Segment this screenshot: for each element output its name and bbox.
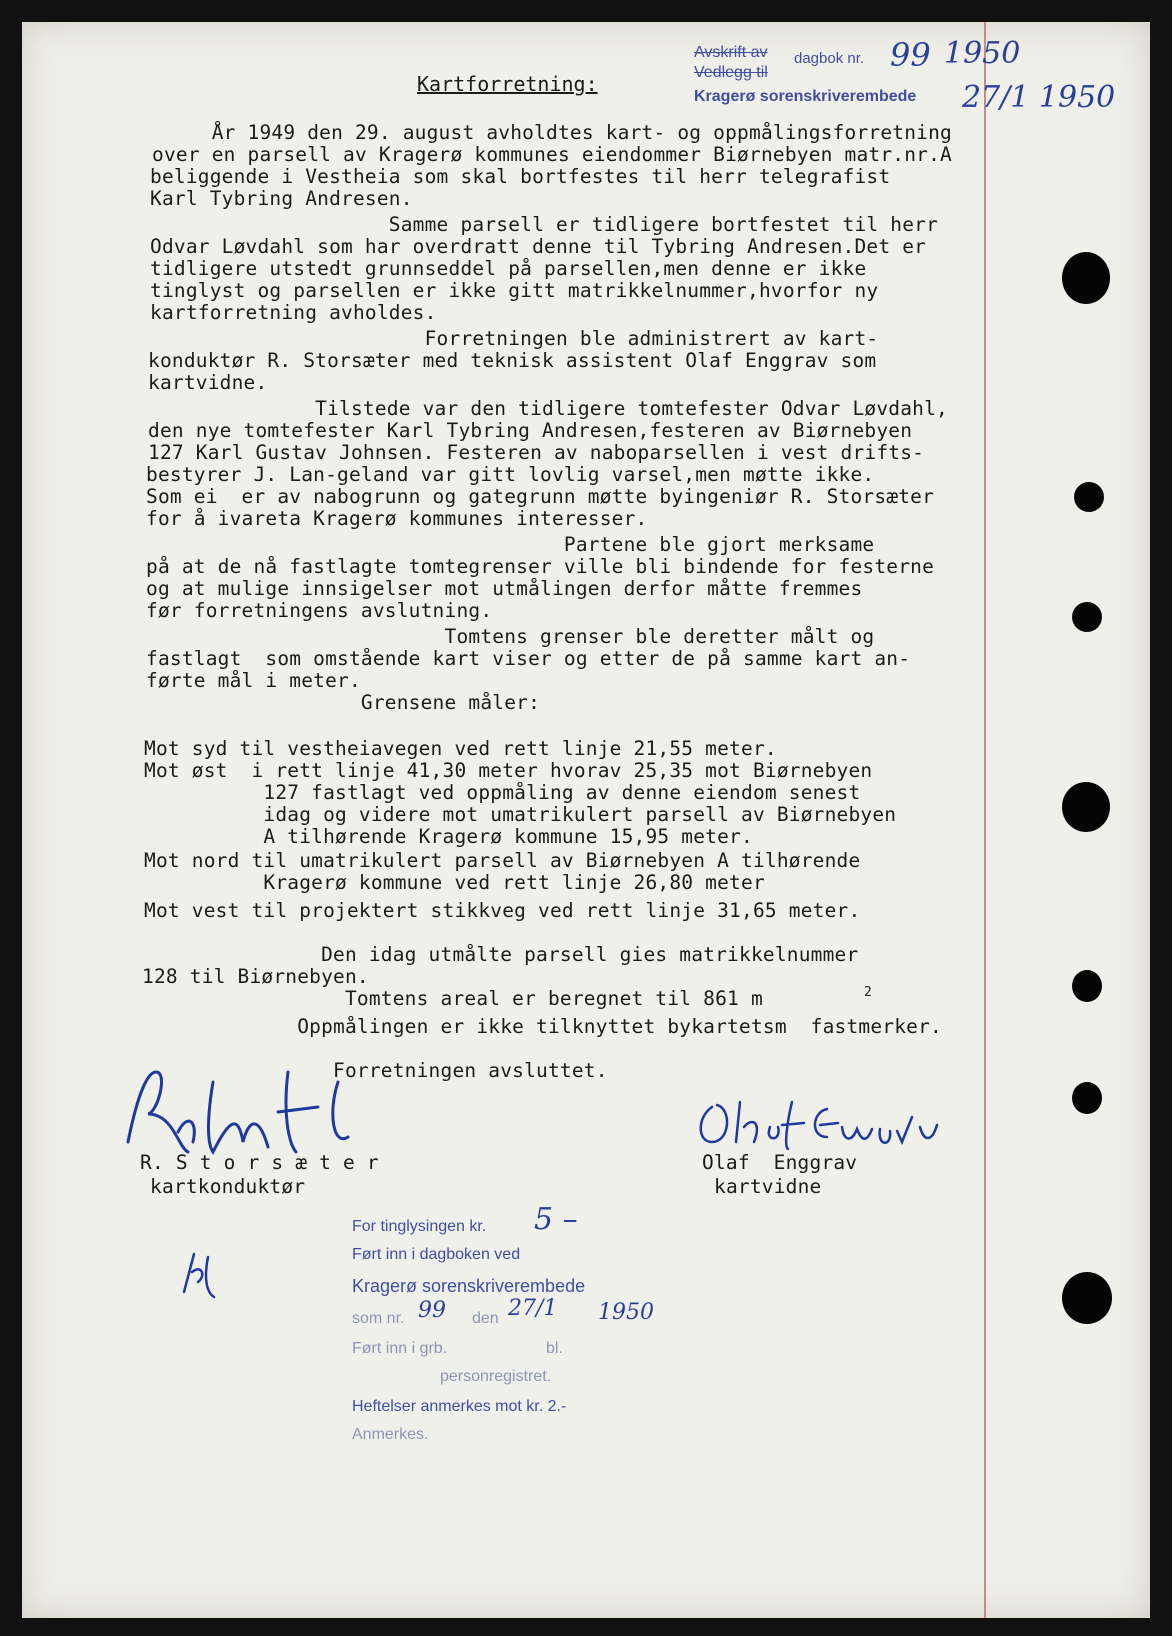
stamp-date: 27/1 1950 — [962, 80, 1116, 115]
body-line: Karl Tybring Andresen. — [150, 187, 413, 210]
body-line: den nye tomtefester Karl Tybring Andresen,festeren av Biørnebyen — [148, 419, 913, 442]
initials-mark — [174, 1242, 234, 1302]
body-line: Kragerø kommune ved rett linje 26,80 meter — [144, 871, 765, 894]
body-line: Grensene måler: — [146, 691, 541, 714]
body-line: Oppmålingen er ikke tilknyttet bykartetsm fastmerker. — [142, 1015, 942, 1038]
body-line: Mot øst i rett linje 41,30 meter hvorav 25,35 mot Biørnebyen — [144, 759, 873, 782]
dagbok-entry-label: Ført inn i dagboken ved — [352, 1246, 521, 1263]
body-line: 128 til Biørnebyen. — [142, 965, 369, 988]
punch-hole — [1062, 1272, 1112, 1324]
body-line: tidligere utstedt grunnseddel på parsellen,men denne er ikke — [150, 257, 867, 280]
body-line: på at de nå fastlagte tomtegrenser ville bli bindende for festerne — [146, 555, 935, 578]
stamp-office: Kragerø sorenskriverembede — [694, 88, 917, 105]
stamp-dagbok-number: 99 — [890, 36, 931, 74]
entry-date: 27/1 — [508, 1296, 558, 1321]
body-line: Den idag utmålte parsell gies matrikkelnummer — [142, 943, 859, 966]
body-line: konduktør R. Storsæter med teknisk assistent Olaf Enggrav som — [148, 349, 877, 372]
body-line: A tilhørende Kragerø kommune 15,95 meter. — [144, 825, 753, 848]
stamp-dagbok-label: dagbok nr. — [794, 50, 865, 67]
grb-label: Ført inn i grb. — [352, 1340, 448, 1357]
margin-line — [984, 22, 986, 1618]
body-line: Tomtens grenser ble deretter målt og — [146, 625, 875, 648]
body-line: kartforretning avholdes. — [150, 301, 437, 324]
body-line: før forretningens avslutning. — [146, 599, 493, 622]
entry-year: 1950 — [598, 1300, 654, 1325]
body-line: over en parsell av Kragerø kommunes eiendommer Biørnebyen matr.nr.A — [152, 143, 952, 166]
entry-number-label: som nr. — [352, 1310, 405, 1327]
document-title: Kartforretning: — [417, 72, 598, 96]
body-line: for å ivareta Kragerø kommunes interesser. — [146, 507, 648, 530]
body-line: idag og videre mot umatrikulert parsell av Biørnebyen — [144, 803, 897, 826]
body-line: Odvar Løvdahl som har overdratt denne til Tybring Andresen.Det er — [150, 235, 927, 258]
entry-date-label: den — [472, 1310, 499, 1327]
body-line: Mot nord til umatrikulert parsell av Biørnebyen A tilhørende — [144, 849, 861, 872]
signature-enggrav — [692, 1087, 972, 1157]
body-line: 127 fastlagt ved oppmåling av denne eiendom senest — [144, 781, 861, 804]
body-line: tinglyst og parsellen er ikke gitt matrikkelnummer,hvorfor ny — [150, 279, 879, 302]
body-line: Tomtens areal er beregnet til 861 m — [142, 987, 763, 1010]
signature-right-title: kartvidne — [714, 1175, 822, 1198]
body-line: førte mål i meter. — [146, 669, 361, 692]
body-line: Mot vest til projektert stikkveg ved rett linje 31,65 meter. — [144, 899, 861, 922]
body-line: fastlagt som omstående kart viser og etter de på samme kart an- — [146, 647, 911, 670]
body-line: bestyrer J. Lan-geland var gitt lovlig varsel,men møtte ikke. — [146, 463, 875, 486]
body-line: Mot syd til vestheiavegen ved rett linje 21,55 meter. — [144, 737, 777, 760]
heftelser-label: Heftelser anmerkes mot kr. 2.- — [352, 1398, 567, 1415]
punch-hole — [1074, 482, 1104, 512]
signature-left-name: R. S t o r s æ t e r — [140, 1151, 379, 1174]
signature-right-name: Olaf Enggrav — [702, 1151, 858, 1174]
entry-number: 99 — [418, 1298, 446, 1323]
document-page — [22, 22, 1150, 1618]
body-line: og at mulige innsigelser mot utmålingen derfor måtte fremmes — [146, 577, 863, 600]
body-line: kartvidne. — [148, 371, 268, 394]
body-line: Som ei er av nabogrunn og gategrunn møtte byingeniør R. Storsæter — [146, 485, 935, 508]
body-line: År 1949 den 29. august avholdtes kart- og oppmålingsforretning — [152, 121, 952, 144]
body-line: Samme parsell er tidligere bortfestet til herr — [150, 213, 939, 236]
body-line: beliggende i Vestheia som skal bortfestes til herr telegrafist — [150, 165, 891, 188]
punch-hole — [1072, 1082, 1102, 1114]
bottom-office: Kragerø sorenskriverembede — [352, 1276, 586, 1296]
body-line: Tilstede var den tidligere tomtefester Odvar Løvdahl, — [148, 397, 948, 420]
body-line: Forretningen avsluttet. — [142, 1059, 608, 1082]
area-superscript: 2 — [864, 985, 873, 1000]
body-line: Forretningen ble administrert av kart- — [150, 327, 879, 350]
stamp-vedlegg: Vedlegg til — [694, 64, 768, 81]
punch-hole — [1072, 602, 1102, 632]
stamp-dagbok-year: 1950 — [944, 36, 1021, 71]
bl-label: bl. — [546, 1340, 563, 1357]
punch-hole — [1062, 252, 1110, 304]
punch-hole — [1062, 782, 1110, 832]
signature-left-title: kartkonduktør — [150, 1175, 306, 1198]
body-line: Partene ble gjort merksame — [146, 533, 875, 556]
personregister-label: personregistret. — [440, 1368, 552, 1385]
body-line: 127 Karl Gustav Johnsen. Festeren av naboparsellen i vest drifts- — [148, 441, 925, 464]
fee-label: For tinglysingen kr. — [352, 1218, 487, 1235]
fee-value: 5 – — [534, 1202, 578, 1237]
anmerkes-label: Anmerkes. — [352, 1426, 429, 1443]
stamp-avskrift: Avskrift av — [694, 44, 768, 61]
